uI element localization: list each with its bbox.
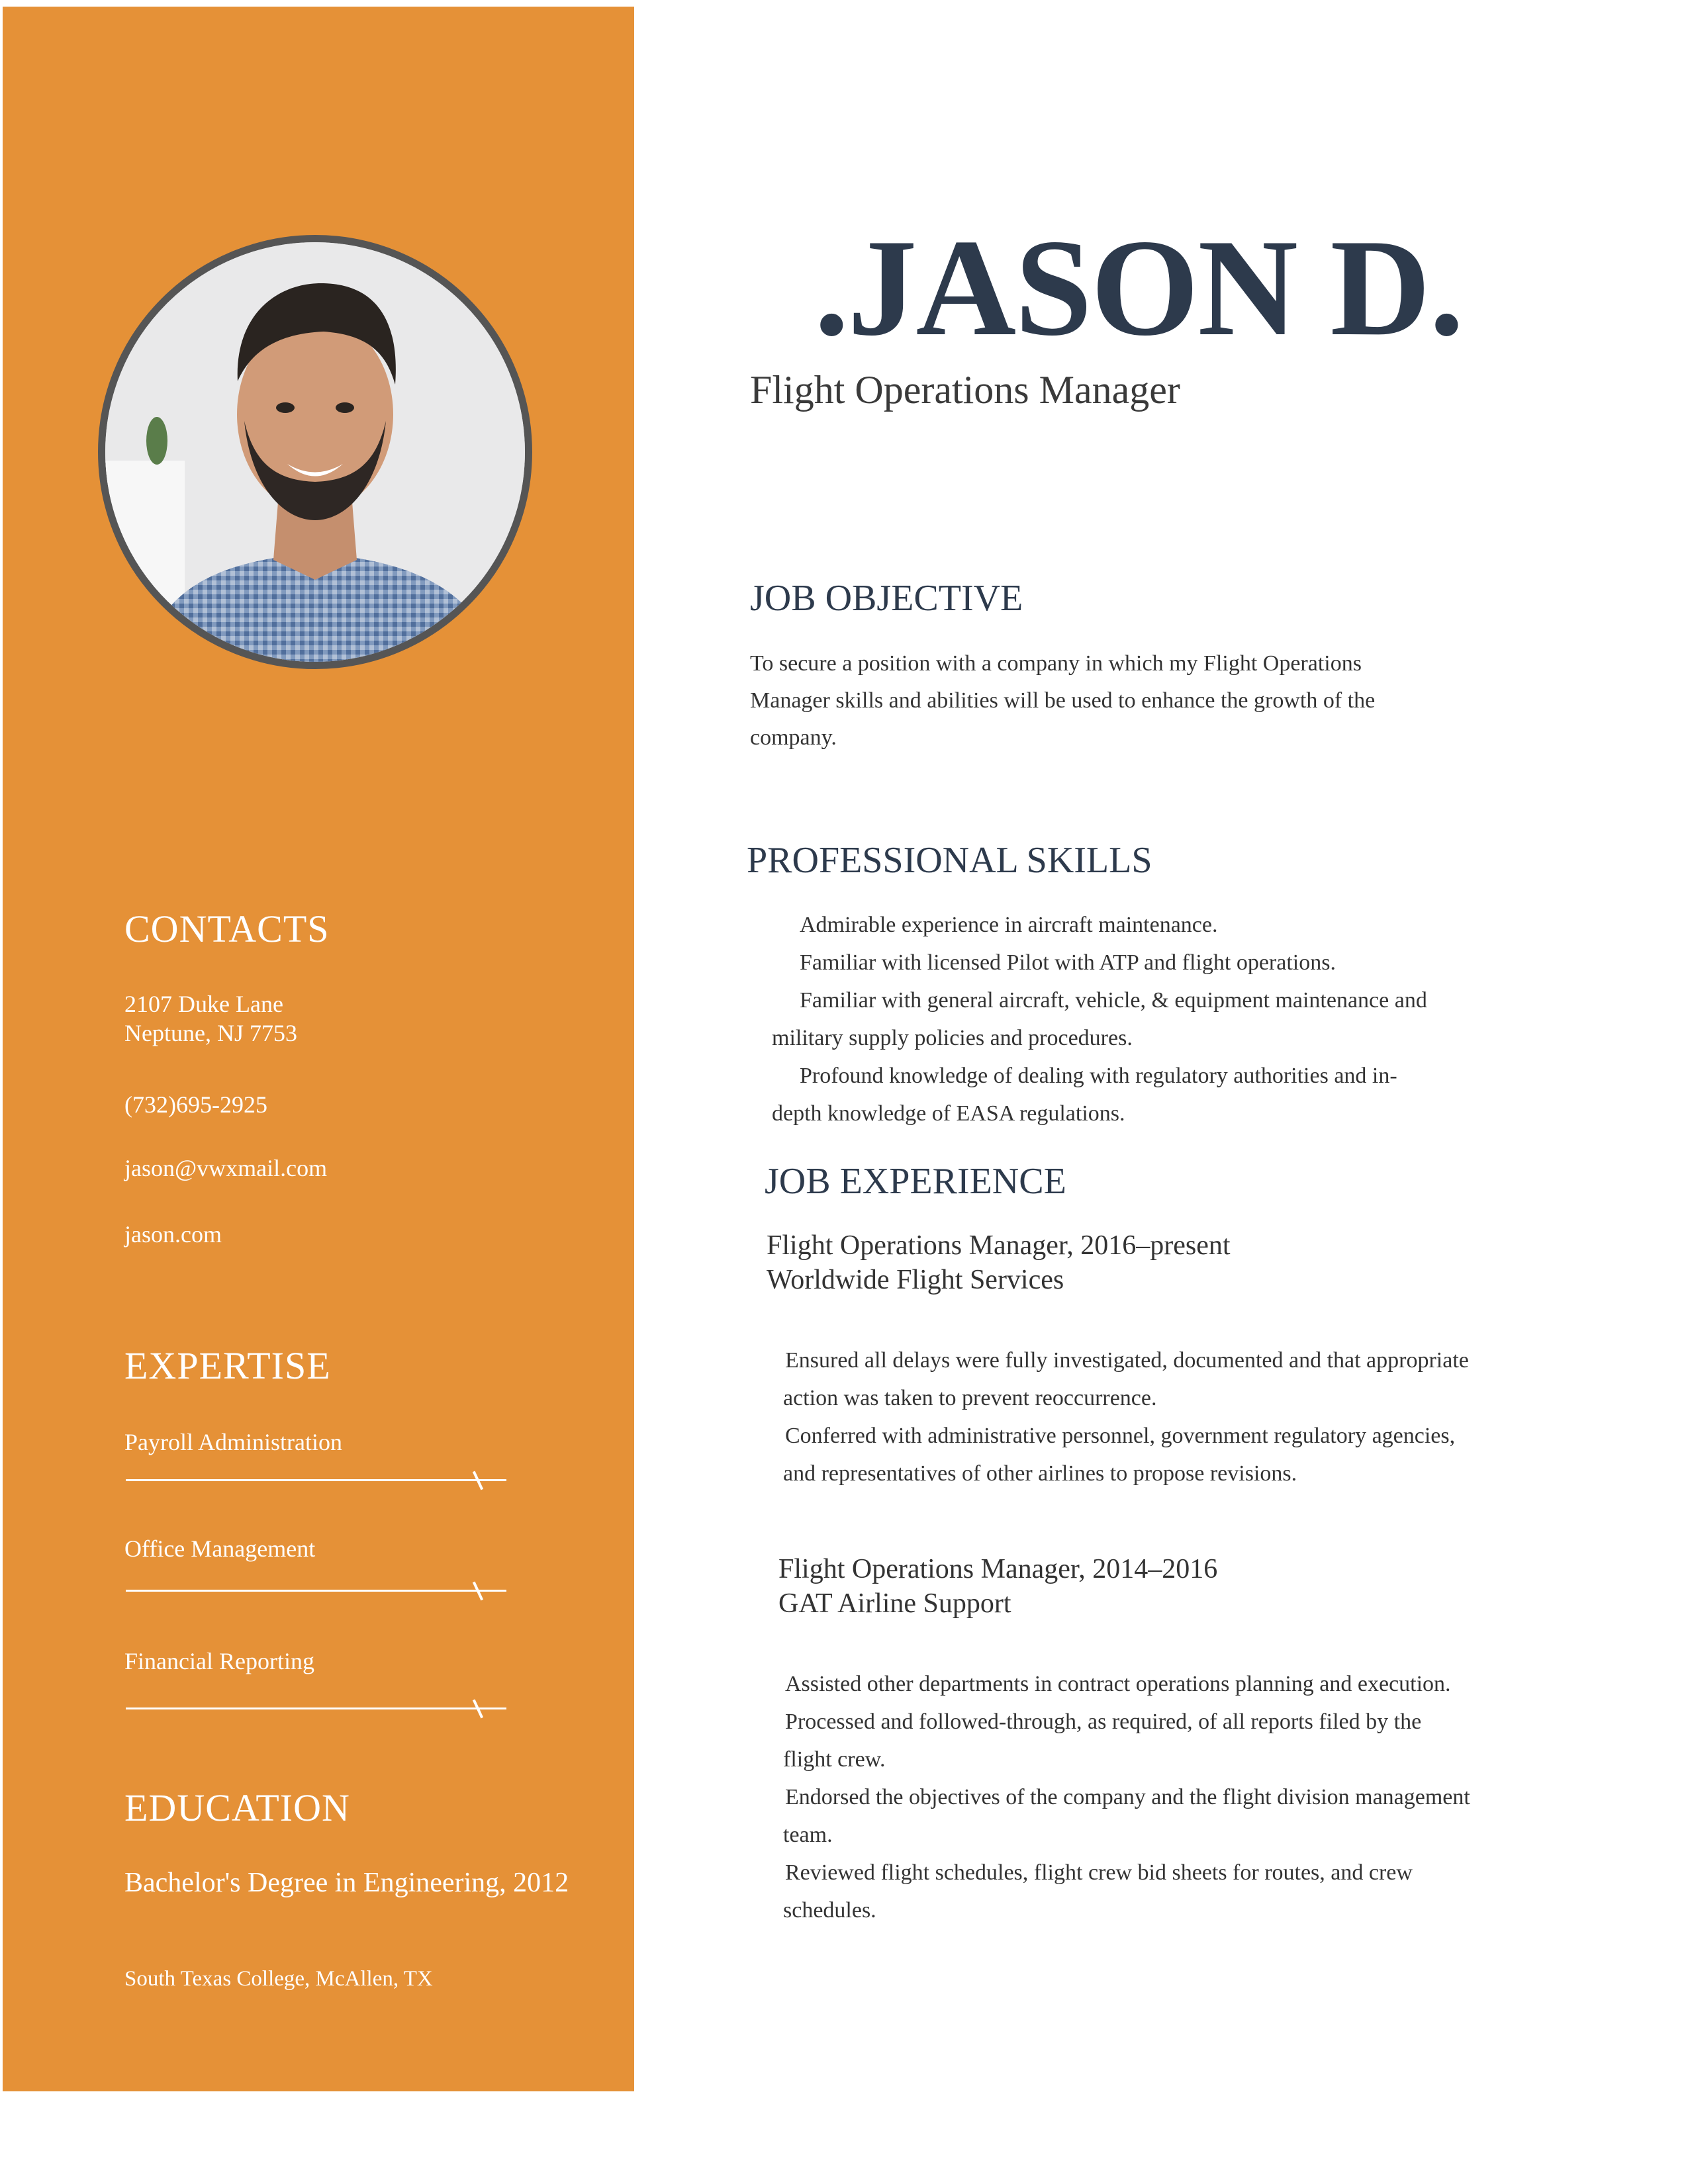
job-duty-line: Conferred with administrative personnel, government regulatory agencies, [785, 1424, 1456, 1448]
avatar-illustration [105, 242, 525, 662]
expertise-level-bar [126, 1707, 506, 1709]
page-title: .JASON D. [814, 211, 1463, 365]
job-duty-line: Ensured all delays were fully investigated, documented and that appropriate [785, 1348, 1469, 1373]
skills-heading: PROFESSIONAL SKILLS [747, 840, 1152, 881]
objective-line: company. [750, 725, 837, 750]
job-company: Worldwide Flight Services [767, 1265, 1064, 1295]
objective-heading: JOB OBJECTIVE [750, 578, 1023, 619]
expertise-item-label: Financial Reporting [124, 1648, 314, 1674]
website-link[interactable]: jason.com [124, 1221, 222, 1248]
skills-line: Admirable experience in aircraft maintenance. [800, 913, 1218, 937]
expertise-heading: EXPERTISE [124, 1344, 331, 1387]
objective-line: To secure a position with a company in which my Flight Operations [750, 651, 1362, 676]
expertise-level-bar [126, 1479, 506, 1481]
profile-photo [98, 235, 532, 669]
email-link[interactable]: jason@vwxmail.com [124, 1155, 328, 1181]
job-duty-line: Endorsed the objectives of the company and the flight division management [785, 1785, 1470, 1809]
job-duty-line: Assisted other departments in contract operations planning and execution. [785, 1672, 1451, 1696]
education-school: South Texas College, McAllen, TX [124, 1967, 433, 1991]
address-line-1: 2107 Duke Lane [124, 991, 283, 1017]
job-duty-line: and representatives of other airlines to propose revisions. [783, 1461, 1297, 1486]
job-title: Flight Operations Manager [750, 368, 1180, 412]
expertise-item-label: Office Management [124, 1535, 316, 1562]
education-degree: Bachelor's Degree in Engineering, 2012 [124, 1868, 569, 1898]
job-role: Flight Operations Manager, 2014–2016 [778, 1554, 1218, 1584]
education-heading: EDUCATION [124, 1786, 350, 1829]
expertise-item-label: Payroll Administration [124, 1429, 342, 1455]
objective-text [750, 645, 1375, 756]
skills-line: Familiar with general aircraft, vehicle, & equipment maintenance and [800, 988, 1427, 1013]
job-duty-line: Reviewed flight schedules, flight crew bid sheets for routes, and crew [785, 1860, 1413, 1885]
job-company: GAT Airline Support [778, 1588, 1011, 1619]
job-role: Flight Operations Manager, 2016–present [767, 1230, 1231, 1261]
job-duty-line: flight crew. [783, 1747, 886, 1772]
skills-line: military supply policies and procedures. [772, 1026, 1133, 1050]
skills-line: depth knowledge of EASA regulations. [772, 1101, 1125, 1126]
skills-line: Familiar with licensed Pilot with ATP and flight operations. [800, 950, 1336, 975]
job-duty-line: team. [783, 1823, 833, 1847]
skills-line: Profound knowledge of dealing with regulatory authorities and in- [800, 1064, 1397, 1088]
job-duty-line: Processed and followed-through, as required, of all reports filed by the [785, 1709, 1422, 1734]
address-line-2: Neptune, NJ 7753 [124, 1020, 297, 1046]
expertise-level-bar [126, 1590, 506, 1592]
objective-line: Manager skills and abilities will be used to enhance the growth of the [750, 688, 1376, 713]
contacts-heading: CONTACTS [124, 907, 330, 950]
phone-text: (732)695-2925 [124, 1091, 267, 1118]
experience-heading: JOB EXPERIENCE [765, 1161, 1066, 1202]
job-duty-line: action was taken to prevent reoccurrence. [783, 1386, 1157, 1410]
job-duty-line: schedules. [783, 1898, 876, 1923]
